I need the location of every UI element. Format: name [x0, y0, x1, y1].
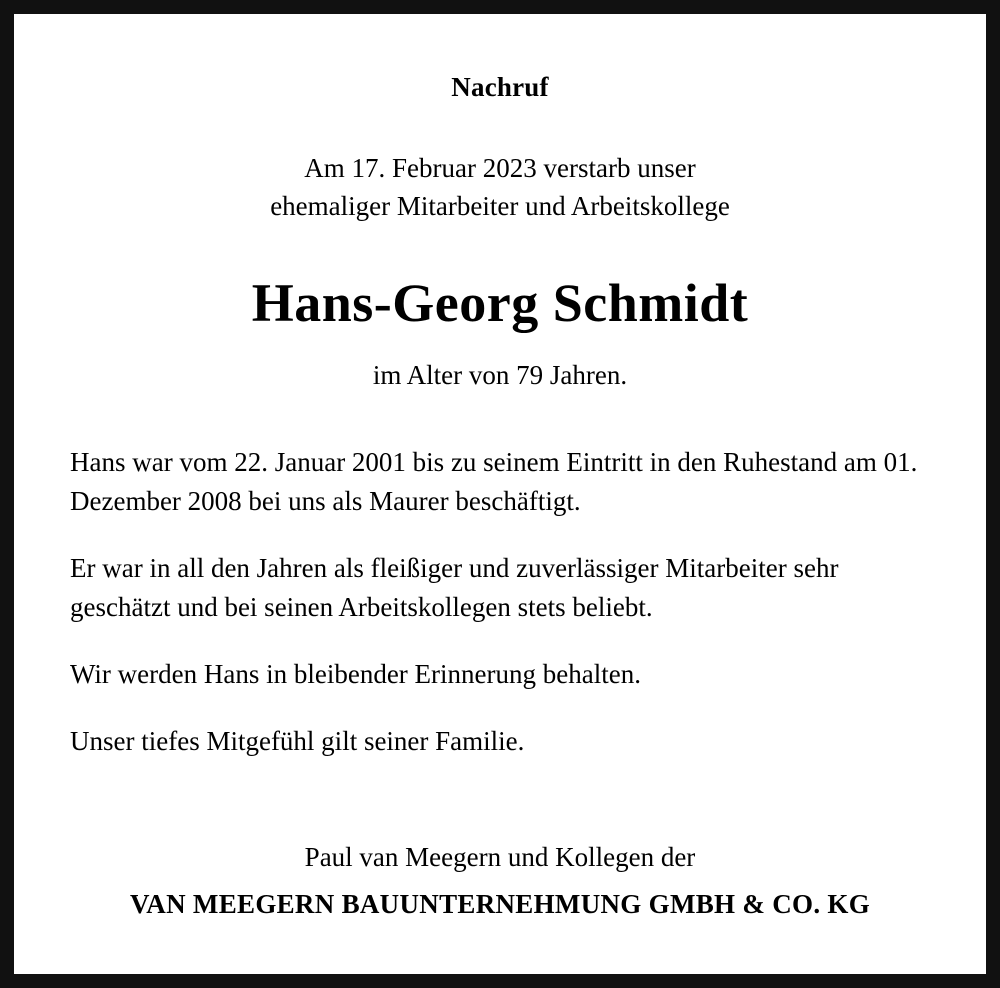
age-line: im Alter von 79 Jahren. [372, 359, 628, 390]
notice-heading: Nachruf [451, 72, 549, 102]
body-paragraph-1: Hans war vom 22. Januar 2001 bis zu seinem Eintritt in den Ruhestand am 01. Dezember 2008 bei uns als Maurer beschäftigt. [70, 446, 918, 516]
signature-line: Paul van Meegern und Kollegen der [304, 842, 696, 872]
intro-line-2: ehemaliger Mitarbeiter und Arbeitskollege [270, 191, 730, 222]
deceased-name: Hans-Georg Schmidt [251, 272, 749, 333]
intro-line-1: Am 17. Februar 2023 verstarb unser [304, 153, 696, 183]
body-paragraph-2: Er war in all den Jahren als fleißiger und zuverlässiger Mitarbeiter sehr geschätzt und bei seinen Arbeitskollegen stets beliebt. [70, 552, 839, 623]
company-line: VAN MEEGERN BAUUNTERNEHMUNG GMBH & CO. KG [129, 889, 871, 919]
layout-spacer [70, 762, 930, 843]
body-paragraph-4: Unser tiefes Mitgefühl gilt seiner Familie. [70, 726, 525, 757]
body-paragraph-3: Wir werden Hans in bleibender Erinnerung behalten. [70, 659, 641, 690]
